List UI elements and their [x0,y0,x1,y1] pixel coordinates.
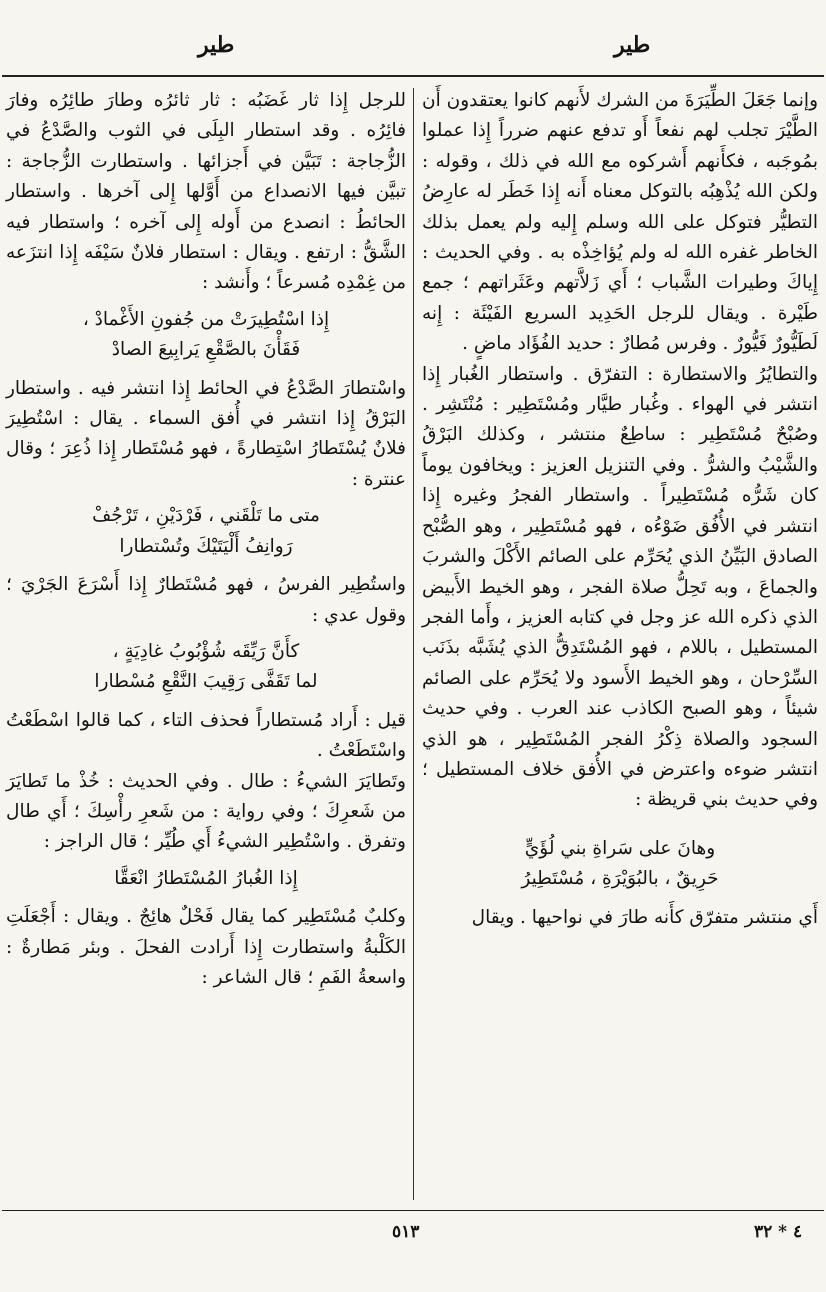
footer-rule [2,1210,824,1211]
verse-line: لما تَقَفَّى رَقِيبَ النَّقْعِ مُسْطارا [94,671,318,693]
paragraph: وإنما جَعَلَ الطِّيَرَةَ من الشرك لأَنهم كانوا يعتقدون أَن الطَّيْرَ تجلب لهم نفعاً أَو تدفع عنهم ضرراً إِذا عملوا بمُوجَبه ، فكأَنهم أَشركوه مع الله في ذلك ، وقوله : ولكن الله يُذْهِبُه بالتوكل معناه أَنه إِذا خَطَر له عارِضُ التطيُّر فتوكل على الله وسلم إِليه ولم يعمل بذلك الخاطر غفره الله له ولم يُؤاخِذْه به . وفي الحديث : إِياكَ وطيرات الشَّباب ؛ أَي زَلاَّتهم وعَثَراتهم ؛ جمع طَيْرة . ويقال للرجل الحَدِيد السريع الفَيْئَة : إِنه لَطَيُّورٌ فَيُّورٌ . وفرس مُطارٌ : حديد الفُؤَاد ماضٍ . [422,90,818,355]
running-head-left: طير [198,32,235,58]
header-rule [2,75,824,77]
left-column [6,86,406,993]
running-head-right: طير [614,32,651,58]
verse-line: إِذا الغُبارُ المُسْتَطارُ انْعَقَّا [114,867,298,889]
right-column [422,86,818,933]
verse [6,864,406,894]
column-divider [413,88,414,1200]
verse-line: وهانَ على سَراةِ بني لُؤَيٍّ [524,837,716,859]
paragraph: وتَطايَرَ الشيءُ : طال . وفي الحديث : خُذْ ما تَطايَرَ من شَعرِكَ ؛ وفي رواية : من شَعرِ رأْسِكَ ؛ أَي طال وتفرق . واسْتُطِير الشيءُ أَي طُيِّر ؛ قال الراجز : [6,770,406,853]
verse-line: متى ما تَلْقَني ، فَرْدَيْنِ ، تَرْجُفْ [92,505,320,527]
paragraph: واستُطِير الفرسُ ، فهو مُسْتَطارٌ إِذا أَسْرَعَ الجَرْيَ ؛ وقول عدي : [6,574,406,626]
verse [6,501,406,562]
verse [6,305,406,366]
paragraph: للرجل إِذا ثار غَضَبُه : ثار ثائرُه وطارَ طائِرُه وفارَ فائِرُه . وقد استطار البِلَى في الثوب والصَّدْعُ في الزُّجاجة : تَبَيَّن في أَجزائها . واستطارت الزُّجاجة : تبيَّن فيها الانصداع من أَوَّلها إِلى آخرها . واستطار الحائطُ : انصدع من أَوله إِلى آخره ؛ واستطار فيه الشَّقُّ : ارتفع . ويقال : استطار فلانٌ سَيْفَه إِذا انتزَعه من غِمْدِه مُسرعاً ؛ وأَنشد : [6,90,406,294]
paragraph: قيل : أَراد مُستطاراً فحذف التاء ، كما قالوا اسْطَعْتُ واسْتَطَعْتُ . [6,709,406,762]
paragraph: واسْتطارَ الصَّدْعُ في الحائط إِذا انتشر فيه . واستطار البَرْقُ إِذا انتشر في أُفق السماء . يقال : اسْتُطِيرَ فلانٌ يُسْتَطارُ اسْتِطارةً ، فهو مُسْتَطار إِذا ذُعِرَ ؛ وقال عنترة : [6,377,406,490]
page-number: ٥١٣ [392,1222,420,1242]
printer-signature: ٤ * ٣٢ [754,1222,803,1242]
verse [6,637,406,698]
spacer [422,816,818,828]
verse [422,834,818,895]
verse-line: حَرِيقٌ ، بالبُوَيْرَةِ ، مُسْتَطِيرُ [521,868,719,890]
verse-line: رَوانِفُ أَلْيَتَيْكَ وتُسْتطارا [119,535,293,557]
verse-line: إِذا اسْتُطِيرَتْ من جُفونِ الأَغْمادْ ، [82,308,330,330]
paragraph: والتطايُرُ والاستطارة : التفرّق . واستطار الغُبار إِذا انتشر في الهواء . وغُبار طيَّار ومُسْتَطِير : مُنْتَشِر . وصُبْحٌ مُسْتَطِير : ساطِعٌ منتشر ، وكذلك البَرْقُ والشَّيْبُ والشرُّ . وفي التنزيل العزيز : ويخافون يوماً كان شَرُّه مُسْتَطِيراً . واستطار الفجرُ وغيره إِذا انتشر في الأُفُق ضَوْءُه ، فهو مُسْتَطِير ، وهو الصُّبْح الصادق البَيِّنُ الذي يُحَرِّم على الصائم الأَكْلَ والشربَ والجماعَ ، وبه تَحِلُّ صلاة الفجر ، وهو الخيط الأَبيض الذي ذكره الله عز وجل في كتابه العزيز ، وأَما الفجر المستطيل ، باللام ، فهو المُسْتَدِقُّ الذي يُشَبَّه بذَنَب السِّرْحان ، وهو الخيط الأَسود ولا يُحَرِّم على الصائم شيئاً ، وهو الصبح الكاذب عند العرب . وفي حديث السجود والصلاة ذِكْرُ الفجر المُسْتَطِير ، هو الذي انتشر ضوءه واعترض في الأُفق خلاف المستطيل ؛ وفي حديث بني قريظة : [422,363,818,811]
verse-line: كأَنَّ رَيِّقَه شُؤْبُوبُ غادِيَةٍ ، [112,640,300,662]
verse-line: فَقَأْنَ بالصَّقْعِ يَرابِيعَ الصادْ [111,339,301,361]
paragraph: أَي منتشر متفرّق كأَنه طارَ في نواحيها . ويقال [471,906,818,928]
paragraph: وكلبٌ مُسْتَطِير كما يقال فَحْلٌ هائِجٌ . ويقال : أَجْعَلَتِ الكَلْبةُ واستطارت إِذا أَرادت الفحلَ . وبئر مَطارةٌ : واسعةُ الفَمِ ؛ قال الشاعر : [6,906,406,988]
